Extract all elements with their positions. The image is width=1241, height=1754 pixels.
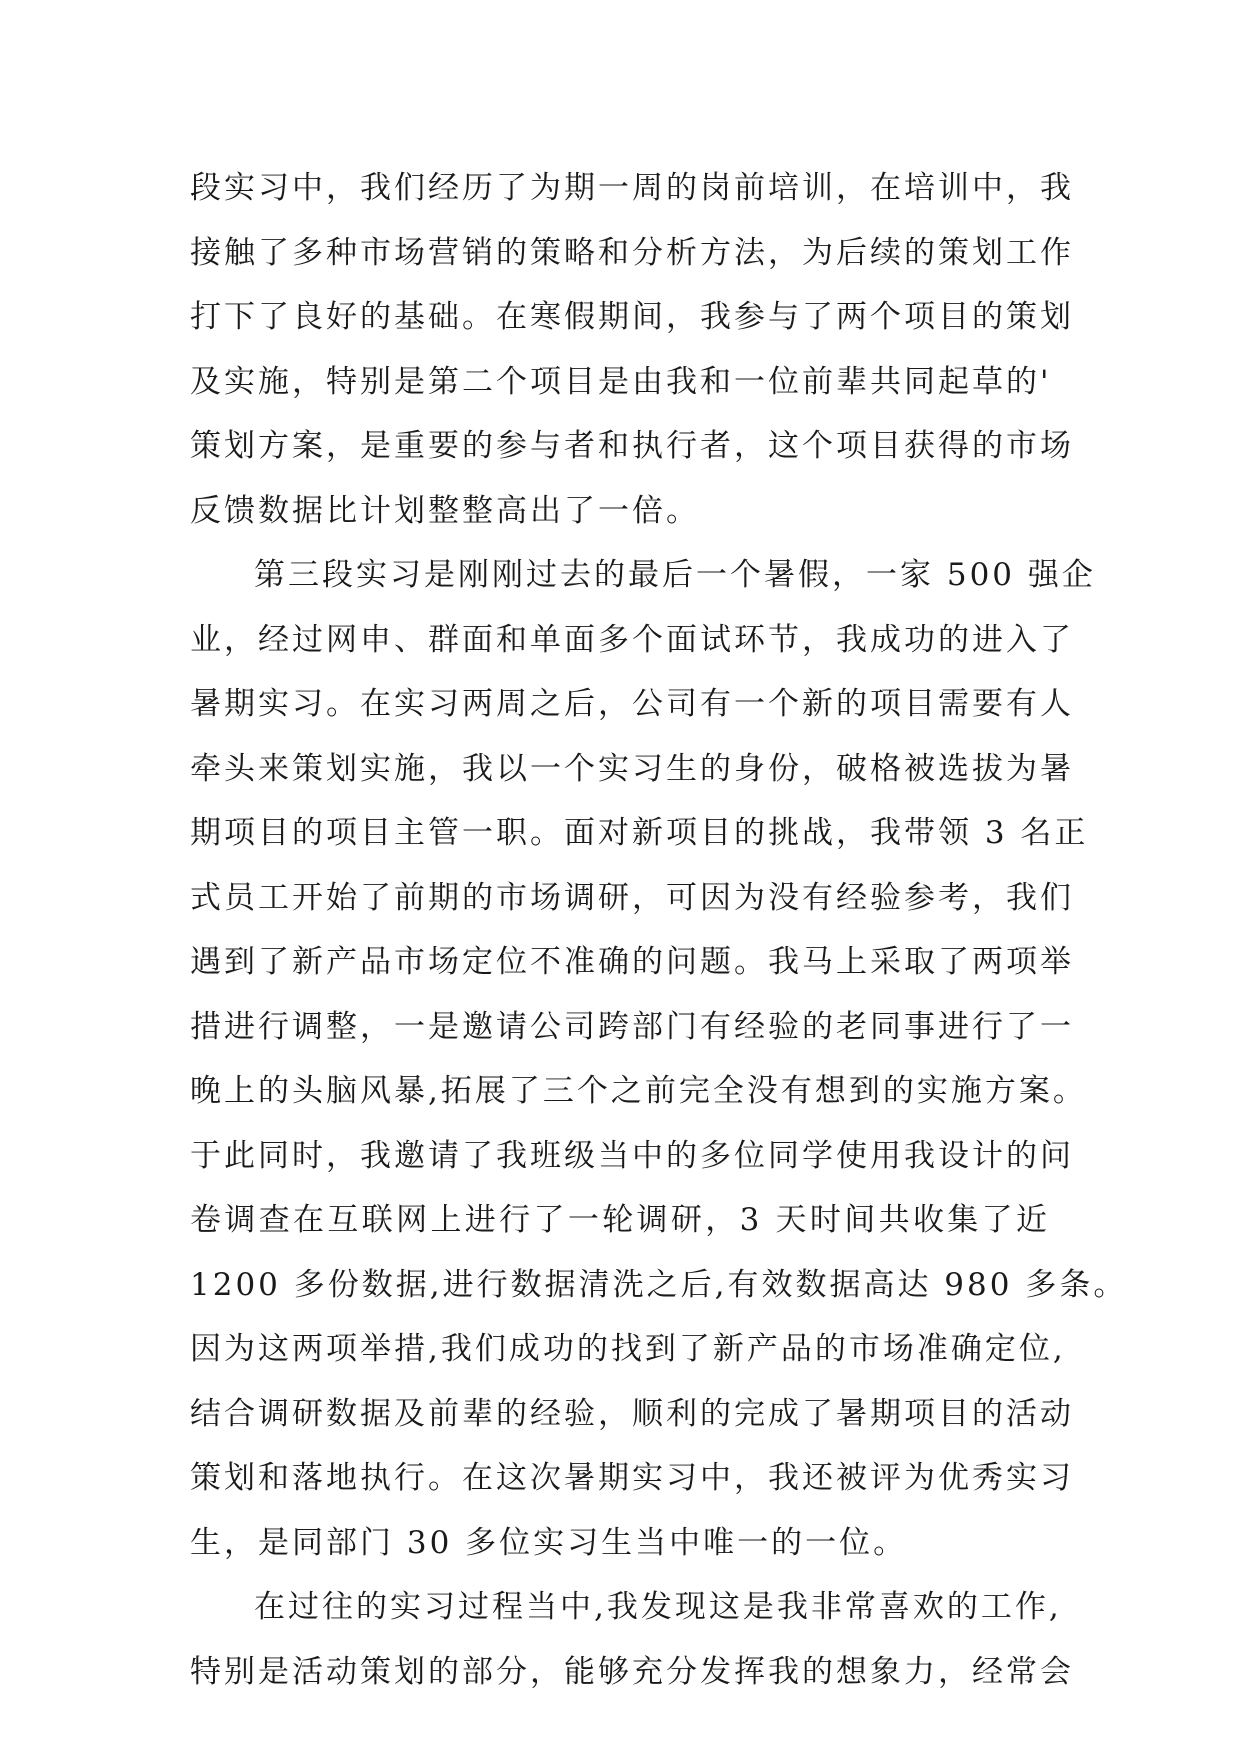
text-line: 卷调查在互联网上进行了一轮调研，3 天时间共收集了近 (190, 1202, 1050, 1238)
text-line: 措进行调整，一是邀请公司跨部门有经验的老同事进行了一 (190, 1008, 1074, 1045)
body-text (190, 156, 1128, 1704)
text-line: 暑期实习。在实习两周之后，公司有一个新的项目需要有人 (190, 686, 1074, 722)
text-line: 反馈数据比计划整整高出了一倍。 (190, 492, 700, 529)
text-line: 第三段实习是刚刚过去的最后一个暑假，一家 500 强企 (254, 557, 1096, 593)
text-line: 遇到了新产品市场定位不准确的问题。我马上采取了两项举 (190, 944, 1074, 980)
text-line: 及实施，特别是第二个项目是由我和一位前辈共同起草的' (190, 363, 1052, 400)
text-line: 于此同时，我邀请了我班级当中的多位同学使用我设计的问 (190, 1137, 1074, 1174)
text-line: 在过往的实习过程当中,我发现这是我非常喜欢的工作, (254, 1589, 1062, 1625)
text-line: 接触了多种市场营销的策略和分析方法，为后续的策划工作 (190, 234, 1074, 271)
text-line: 晚上的头脑风暴,拓展了三个之前完全没有想到的实施方案。 (190, 1073, 1087, 1109)
text-line: 期项目的项目主管一职。面对新项目的挑战，我带领 3 名正 (190, 815, 1089, 851)
text-line: 策划和落地执行。在这次暑期实习中，我还被评为优秀实习 (190, 1460, 1074, 1496)
text-line: 业，经过网申、群面和单面多个面试环节，我成功的进入了 (190, 621, 1074, 658)
text-line: 段实习中，我们经历了为期一周的岗前培训，在培训中，我 (190, 170, 1074, 206)
text-line: 1200 多份数据,进行数据清洗之后,有效数据高达 980 多条。 (190, 1266, 1128, 1303)
text-line: 特别是活动策划的部分，能够充分发挥我的想象力，经常会 (190, 1653, 1074, 1690)
text-line: 打下了良好的基础。在寒假期间，我参与了两个项目的策划 (190, 299, 1074, 335)
text-line: 式员工开始了前期的市场调研，可因为没有经验参考，我们 (190, 879, 1074, 916)
text-line: 因为这两项举措,我们成功的找到了新产品的市场准确定位, (190, 1331, 1066, 1367)
text-line: 生，是同部门 30 多位实习生当中唯一的一位。 (190, 1524, 908, 1561)
text-line: 策划方案，是重要的参与者和执行者，这个项目获得的市场 (190, 428, 1074, 464)
text-line: 牵头来策划实施，我以一个实习生的身份，破格被选拔为暑 (190, 750, 1074, 787)
text-line: 结合调研数据及前辈的经验，顺利的完成了暑期项目的活动 (190, 1395, 1074, 1432)
